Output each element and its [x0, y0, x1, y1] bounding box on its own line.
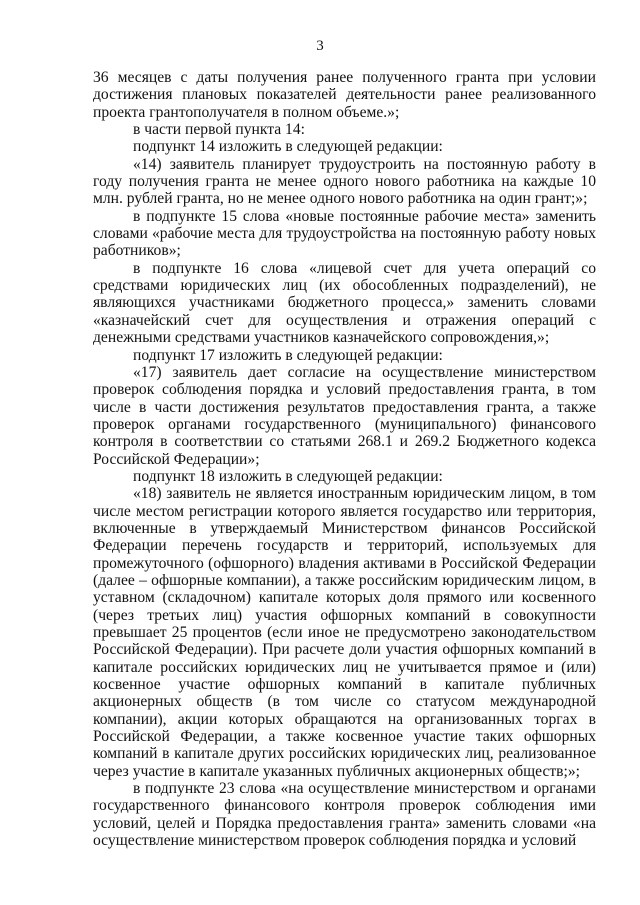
- paragraph-10: «18) заявитель не является иностранным юридическим лицом, в том числе местом регистрации которого является государство или территория, включенные в утверждаемый Министерством финансов Российской Федерации перечень государств и территорий, используемых для промежуточного (офшорного) владения активами в Российской Федерации (далее – офшорные компании), а также российским юридическим лицом, в уставном (складочном) капитале которых доля прямого или косвенного (через третьих лиц) участия офшорных компаний в совокупности превышает 25 процентов (если иное не предусмотрено законодательством Российской Федерации). При расчете доли участия офшорных компаний в капитале российских юридических лиц не учитывается прямое и (или) косвенное участие офшорных компаний в капитале публичных акционерных обществ (в том числе со статусом международной компании), акции которых обращаются на организованных торгах в Российской Федерации, а также косвенное участие таких офшорных компаний в капитале других российских юридических лиц, реализованное через участие в капитале указанных публичных акционерных обществ;»;: [93, 485, 596, 780]
- paragraph-4: «14) заявитель планирует трудоустроить на постоянную работу в году получения гранта не менее одного нового работника на каждые 10 млн. рублей гранта, но не менее одного нового работника на один грант;»;: [93, 155, 596, 208]
- paragraph-6: в подпункте 16 слова «лицевой счет для учета операций со средствами юридических лиц (их обособленных подразделений), не являющихся участниками бюджетного процесса,» заменить словами «казначейский счет для осуществления и отражения операций с денежными средствами участников казначейского сопровождения,»;: [93, 259, 596, 347]
- paragraph-2: в части первой пункта 14:: [133, 121, 305, 139]
- document-body: [93, 69, 596, 849]
- paragraph-9: подпункт 18 изложить в следующей редакции:: [133, 467, 443, 485]
- paragraph-7: подпункт 17 изложить в следующей редакции:: [133, 346, 443, 364]
- paragraph-1: 36 месяцев с даты получения ранее полученного гранта при условии достижения плановых показателей деятельности ранее реализованного проекта грантополучателя в полном объеме.»;: [93, 69, 596, 121]
- paragraph-3: подпункт 14 изложить в следующей редакции:: [133, 138, 443, 156]
- page-number: 3: [316, 38, 324, 54]
- paragraph-5: в подпункте 15 слова «новые постоянные рабочие места» заменить словами «рабочие места для трудоустройства на постоянную работу новых работников»;: [93, 207, 596, 260]
- paragraph-8: «17) заявитель дает согласие на осуществление министерством проверок соблюдения порядка и условий предоставления гранта, в том числе в части достижения результатов предоставления гранта, а также проверок органами государственного (муниципального) финансового контроля в соответствии со статьями 268.1 и 269.2 Бюджетного кодекса Российской Федерации»;: [93, 363, 596, 468]
- paragraph-11: в подпункте 23 слова «на осуществление министерством и органами государственного финансового контроля проверок соблюдения ими условий, целей и Порядка предоставления гранта» заменить словами «на осуществление министерством проверок соблюдения порядка и условий: [93, 780, 596, 850]
